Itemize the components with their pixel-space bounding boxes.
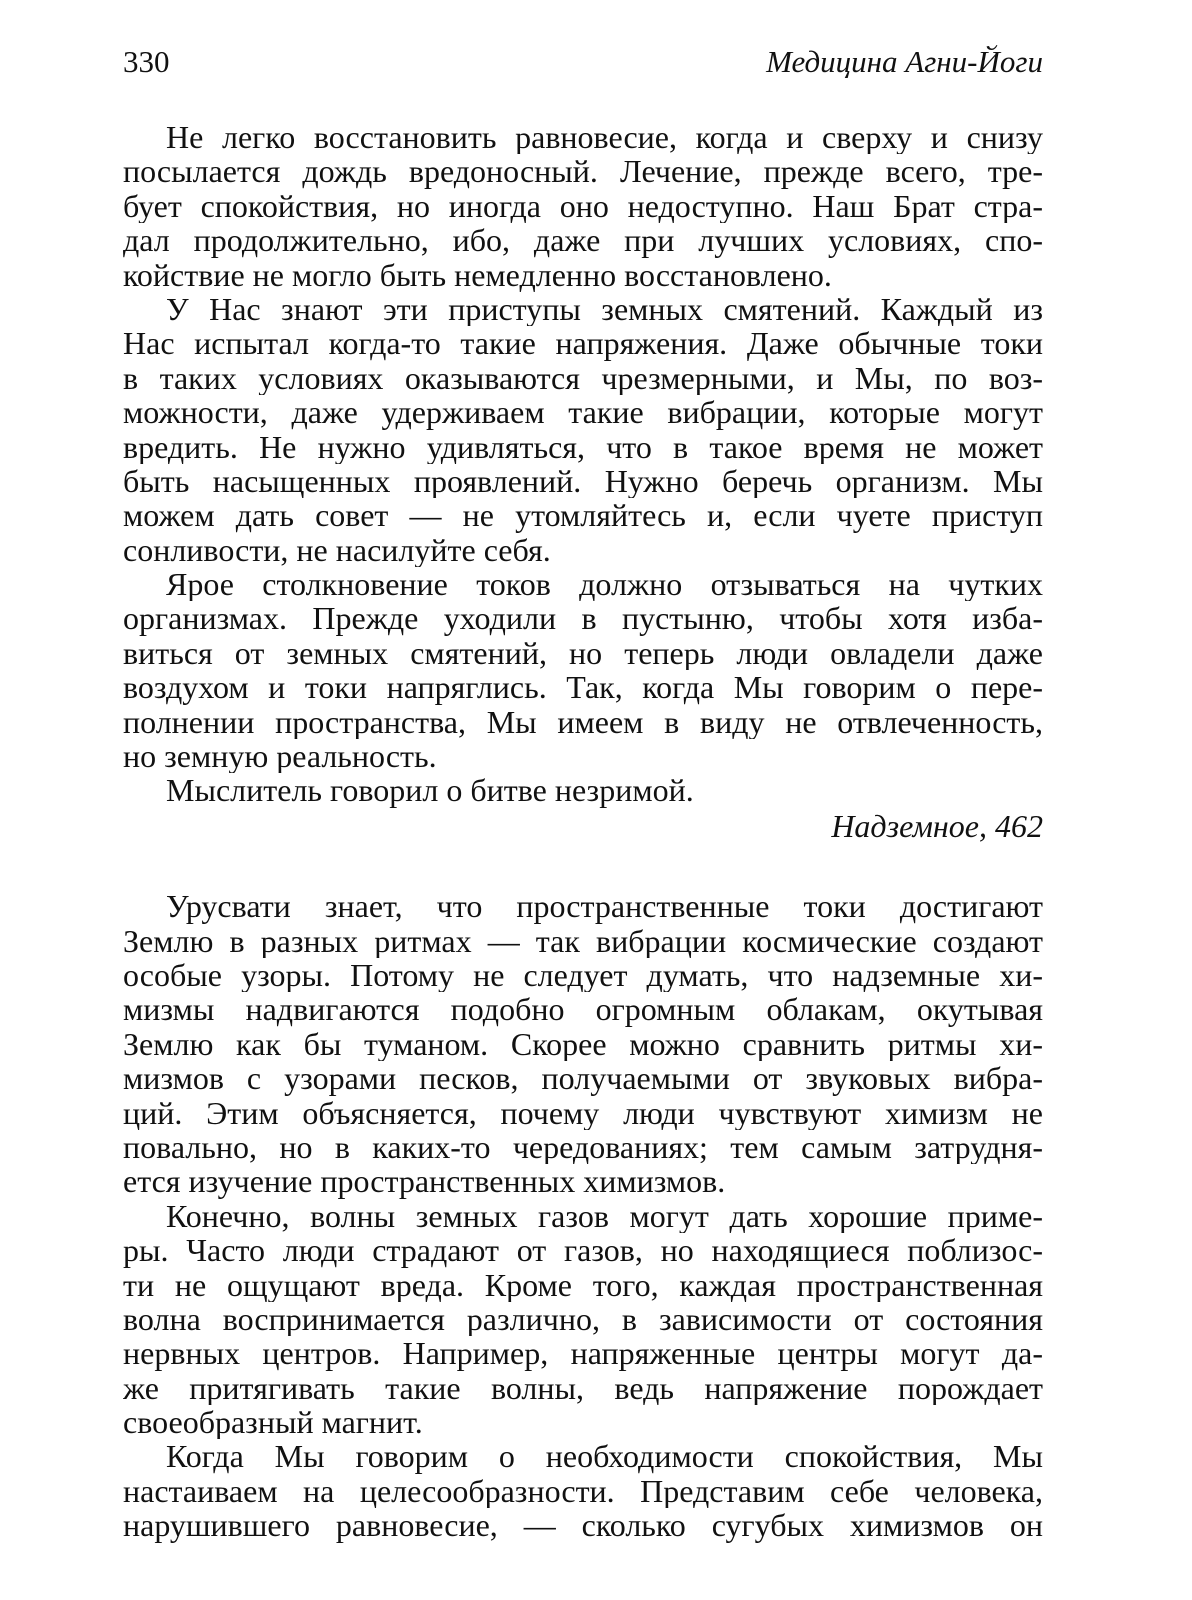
text-line: же притягивать такие волны, ведь напряжение порождает <box>123 1370 1043 1406</box>
text-line: Землю как бы туманом. Скорее можно сравнить ритмы хи- <box>123 1026 1043 1062</box>
text-line: виться от земных смятений, но теперь люди овладели даже <box>123 635 1043 671</box>
page-header <box>123 42 1043 82</box>
paragraph <box>123 889 1043 1199</box>
text-line: быть насыщенных проявлений. Нужно беречь организм. Мы <box>123 463 1043 499</box>
text-line: ется изучение пространственных химизмов. <box>123 1164 726 1199</box>
text-line: воздухом и токи напряглись. Так, когда Мы говорим о пере- <box>123 670 1043 705</box>
text-line: своеобразный магнит. <box>123 1405 423 1440</box>
source-citation: Надземное, 462 <box>831 807 1043 844</box>
text-line: мизмов с узорами песков, получаемыми от звуковых вибра- <box>123 1061 1043 1096</box>
paragraph <box>123 567 1043 773</box>
text-line: в таких условиях оказываются чрезмерными, и Мы, по воз- <box>123 360 1043 396</box>
text-line: организмах. Прежде уходили в пустыню, чтобы хотя изба- <box>123 601 1043 636</box>
section-first <box>123 120 1043 808</box>
text-line: дал продолжительно, ибо, даже при лучших условиях, спо- <box>123 223 1043 258</box>
paragraph <box>123 773 1043 807</box>
text-line: Когда Мы говорим о необходимости спокойствия, Мы <box>166 1439 1043 1474</box>
text-line: бует спокойствия, но иногда оно недоступно. Наш Брат стра- <box>123 188 1043 224</box>
paragraph <box>123 1439 1043 1542</box>
text-line: мизмы надвигаются подобно огромным облакам, окутывая <box>123 992 1043 1027</box>
text-line: сонливости, не насилуйте себя. <box>123 532 551 568</box>
text-line: Нас испытал когда-то такие напряжения. Даже обычные токи <box>123 326 1043 361</box>
text-line: посылается дождь вредоносный. Лечение, прежде всего, тре- <box>123 154 1043 189</box>
paragraph <box>123 1199 1043 1440</box>
text-line: волна воспринимается различно, в зависимости от состояния <box>123 1301 1043 1337</box>
text-line: нервных центров. Например, напряженные центры могут да- <box>123 1336 1043 1371</box>
text-line: Ярое столкновение токов должно отзываться на чутких <box>166 567 1043 602</box>
text-line: Мыслитель говорил о битве незримой. <box>166 773 694 808</box>
text-line: У Нас знают эти приступы земных смятений. Каждый из <box>166 291 1043 327</box>
page-number: 330 <box>123 44 170 79</box>
text-line: настаиваем на целесообразности. Представим себе человека, <box>123 1473 1043 1509</box>
text-line: нарушившего равновесие, — сколько сугубых химизмов он <box>123 1508 1043 1543</box>
text-line: ций. Этим объясняется, почему люди чувствуют химизм не <box>123 1095 1043 1130</box>
text-line: особые узоры. Потому не следует думать, что надземные хи- <box>123 958 1043 993</box>
page-body <box>123 120 1043 1543</box>
text-line: но земную реальность. <box>123 739 437 774</box>
text-line: ры. Часто люди страдают от газов, но находящиеся поблизос- <box>123 1233 1043 1268</box>
running-title: Медицина Агни-Йоги <box>766 44 1043 79</box>
text-line: ти не ощущают вреда. Кроме того, каждая пространственная <box>123 1267 1043 1302</box>
text-line: Конечно, волны земных газов могут дать хорошие приме- <box>166 1198 1043 1234</box>
section-second <box>123 889 1043 1542</box>
paragraph <box>123 120 1043 292</box>
text-line: полнении пространства, Мы имеем в виду не отвлеченность, <box>123 704 1043 740</box>
section-gap <box>123 843 1043 889</box>
text-line: койствие не могло быть немедленно восстановлено. <box>123 257 832 292</box>
text-line: можности, даже удерживаем такие вибрации, которые могут <box>123 395 1043 430</box>
text-line: вредить. Не нужно удивляться, что в такое время не может <box>123 429 1043 464</box>
text-line: повально, но в каких-то чередованиях; тем самым затрудня- <box>123 1129 1043 1165</box>
paragraph <box>123 292 1043 567</box>
text-line: Урусвати знает, что пространственные токи достигают <box>166 889 1043 924</box>
text-line: можем дать совет — не утомляйтесь и, если чуете приступ <box>123 498 1043 533</box>
text-line: Землю в разных ритмах — так вибрации космические создают <box>123 923 1043 958</box>
text-line: Не легко восстановить равновесие, когда и сверху и снизу <box>166 120 1043 155</box>
